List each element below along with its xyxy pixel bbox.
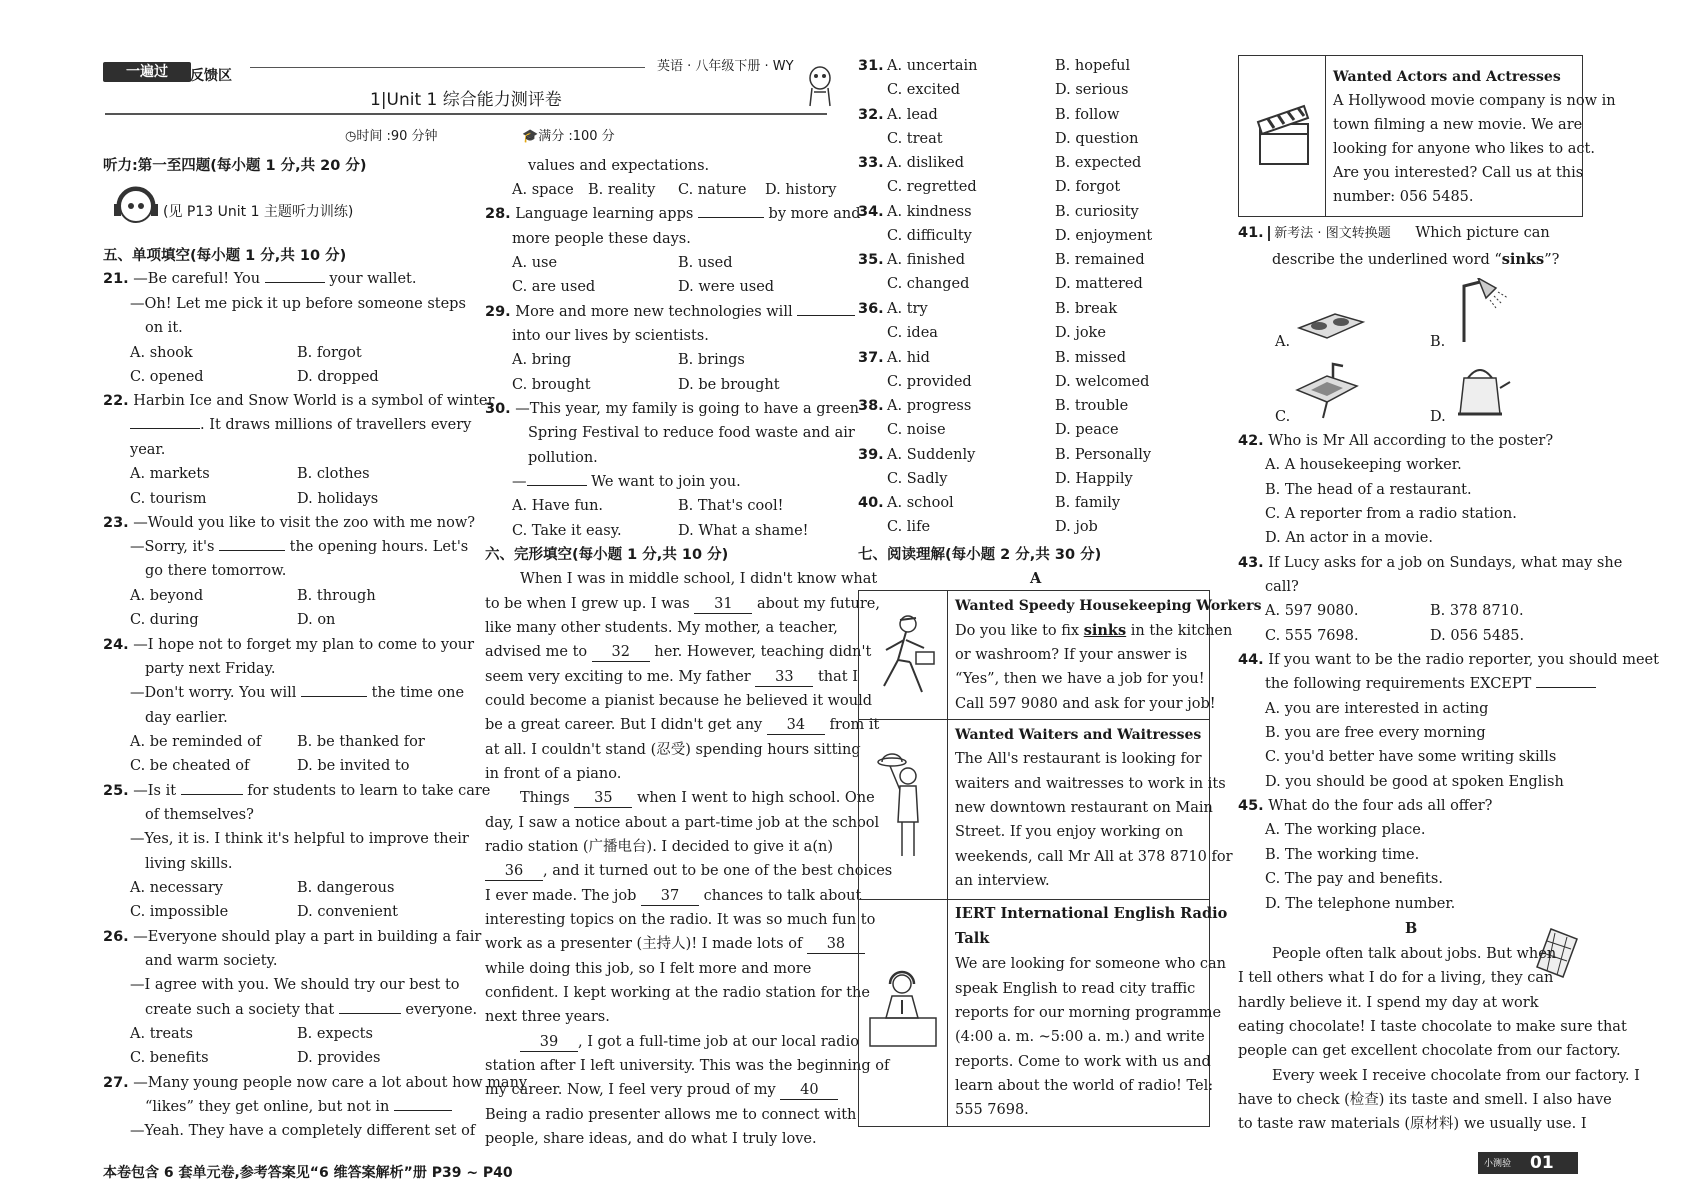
q41-option-b[interactable]: B. [1430,334,1446,350]
ad2-line6: an interview. [955,873,1050,889]
q39-option-d[interactable]: D. Happily [1055,470,1133,487]
radio-presenter-icon [866,970,942,1050]
section5-heading: 五、单项填空(每小题 1 分,共 10 分) [103,248,347,264]
cloze-line-24: people, share ideas, and do what I truly love. [485,1131,817,1147]
q32-option-c[interactable]: C. treat [887,130,943,147]
subject-label: 英语 · 八年级下册 · WY [657,59,794,74]
q34-option-b[interactable]: B. curiosity [1055,203,1139,220]
q25-line3: —Yes, it is. I think it's helpful to improve their [130,831,469,847]
exam-time: ◷时间 :90 分钟 [345,129,438,144]
cloze-line-14: I ever made. The job 37 chances to talk about [485,888,862,904]
part-b-line5: people can get excellent chocolate from our factory. [1238,1043,1621,1059]
cloze-line-16: work as a presenter (主持人)! I made lots of 38 [485,935,865,954]
q35-option-a[interactable]: A. finished [887,252,965,269]
q41-option-a[interactable]: A. [1275,334,1291,350]
q27-option-c[interactable]: C. nature [678,182,747,198]
q25-option-b[interactable]: B. dangerous [297,880,395,896]
q41-option-c[interactable]: C. [1275,409,1291,425]
q42-option-b[interactable]: B. The head of a restaurant. [1265,482,1472,498]
q27-line2: “likes” they get online, but not in [145,1098,452,1116]
q25-option-a[interactable]: A. necessary [130,880,223,896]
new-question-type-tag: 新考法 · 图文转换题 [1268,226,1390,241]
underlined-word-sinks: sinks [1083,622,1127,639]
q30-option-a[interactable]: A. Have fun. [512,498,604,514]
q32-option-d[interactable]: D. question [1055,130,1139,147]
header-rule-bottom [105,113,827,115]
q32-option-a[interactable]: A. lead [887,106,938,123]
q24-line2: party next Friday. [145,661,276,677]
q22-line3: year. [130,442,166,458]
q42-option-c[interactable]: C. A reporter from a radio station. [1265,506,1517,522]
cloze-line-19: next three years. [485,1009,610,1025]
q44-option-c[interactable]: C. you'd better have some writing skills [1265,749,1557,765]
q31-option-b[interactable]: B. hopeful [1055,58,1131,74]
q33-option-d[interactable]: D. forgot [1055,179,1121,196]
cloze-line-15: interesting topics on the radio. It was so much fun to [485,912,876,928]
q35-option-c[interactable]: C. changed [887,276,970,293]
q29-option-d[interactable]: D. be brought [678,377,780,393]
ad3-line1: We are looking for someone who can [955,956,1227,972]
q23-line2: —Sorry, it's the opening hours. Let's [130,539,469,555]
ad3-title-line2: Talk [955,930,990,947]
q24-option-a[interactable]: A. be reminded of [130,734,262,750]
q34-option-c[interactable]: C. difficulty [887,227,972,244]
q43-option-c[interactable]: C. 555 7698. [1265,628,1359,644]
ad4-line5: number: 056 5485. [1333,189,1474,205]
q21-option-c[interactable]: C. opened [130,369,204,385]
q21-line2: —Oh! Let me pick it up before someone steps [130,296,466,312]
ad1-line1: Do you like to fix sinks in the kitchen [955,622,1233,639]
cloze-line-4: advised me to 32 her. However, teaching didn't [485,644,872,660]
q23-option-c[interactable]: C. during [130,612,199,628]
q31-option-c[interactable]: C. excited [887,82,961,98]
ad1-line4: Call 597 9080 and ask for your job! [955,696,1216,712]
ad2-line2: waiters and waitresses to work in its [955,776,1226,792]
cloze-line-10: Things 35 when I went to high school. One [520,790,875,806]
q34-number: 34. [858,203,884,220]
cloze-line-22: my career. Now, I feel very proud of my 40 [485,1081,838,1100]
q43-option-b[interactable]: B. 378 8710. [1430,603,1524,619]
cloze-line-17: while doing this job, so I felt more and more [485,961,812,977]
listening-heading: 听力:第一至四题(每小题 1 分,共 20 分) [103,158,367,174]
q33-number: 33. [858,155,884,172]
q30-line1: 30. —This year, my family is going to have a green [485,401,859,417]
ad1-title: Wanted Speedy Housekeeping Workers [955,598,1262,614]
ad2-line5: weekends, call Mr All at 378 8710 for [955,849,1233,865]
q36-option-b[interactable]: B. break [1055,301,1118,317]
q37-option-d[interactable]: D. welcomed [1055,373,1150,390]
q37-option-b[interactable]: B. missed [1055,349,1127,366]
q36-option-a[interactable]: A. try [887,301,928,317]
page-badge-caption: 小测验 [1484,1159,1512,1169]
q26-option-a[interactable]: A. treats [130,1026,193,1042]
q26-line3: —I agree with you. We should try our best to [130,977,460,993]
q37-option-a[interactable]: A. hid [887,349,930,366]
ad3-line7: 555 7698. [955,1102,1029,1118]
q29-option-b[interactable]: B. brings [678,352,745,368]
q40-option-b[interactable]: B. family [1055,495,1121,512]
ad4-line2: town filming a new movie. We are [1333,117,1583,133]
q23-line3: go there tomorrow. [145,563,287,579]
cloze-line-23: Being a radio presenter allows me to connect with [485,1107,857,1123]
q26-line1: 26. —Everyone should play a part in building a fair [103,929,482,945]
q39-option-c[interactable]: C. Sadly [887,470,948,487]
q43-question-line2: call? [1265,579,1299,595]
q32-option-b[interactable]: B. follow [1055,106,1120,123]
ad3-line3: reports for our morning programme [955,1005,1222,1021]
q27-option-b[interactable]: B. reality [588,182,656,198]
ads-row-separator-1 [859,719,1209,720]
q44-option-a[interactable]: A. you are interested in acting [1265,701,1489,717]
part-b-line6: Every week I receive chocolate from our factory. I [1272,1068,1640,1084]
ad4-line1: A Hollywood movie company is now in [1333,93,1616,109]
runner-with-toolbox-icon [868,612,940,702]
q29-option-a[interactable]: A. bring [512,352,572,368]
q44-question-line2: the following requirements EXCEPT [1265,675,1596,693]
q45-option-c[interactable]: C. The pay and benefits. [1265,871,1443,887]
cloze-line-5: seem very exciting to me. My father 33 that I [485,669,858,685]
q30-option-c[interactable]: C. Take it easy. [512,523,622,539]
q27-line4: values and expectations. [528,158,710,174]
q26-option-c[interactable]: C. benefits [130,1050,209,1066]
cloze-line-8: at all. I couldn't stand (忍受) spending hours sitting [485,742,861,758]
q38-option-c[interactable]: C. noise [887,422,946,439]
q33-option-b[interactable]: B. expected [1055,155,1142,172]
q38-option-d[interactable]: D. peace [1055,422,1119,439]
ad4-title: Wanted Actors and Actresses [1333,69,1561,85]
q28-option-a[interactable]: A. use [512,255,558,271]
q43-question-line1: 43. If Lucy asks for a job on Sundays, what may she [1238,555,1623,571]
q36-number: 36. [858,301,884,317]
part-b-line3: hardly believe it. I spend my day at work [1238,995,1539,1011]
feedback-zone-label: 反馈区 [190,68,232,84]
ad3-title-line1: IERT International English Radio [955,905,1228,922]
q42-option-a[interactable]: A. A housekeeping worker. [1265,457,1462,473]
stove-icon[interactable] [1295,308,1367,344]
q42-question: 42. Who is Mr All according to the poster? [1238,433,1554,449]
ad2-line4: Street. If you enjoy working on [955,824,1184,840]
q39-number: 39. [858,446,884,463]
cloze-line-1: When I was in middle school, I didn't know what [520,571,878,587]
mascot-icon [802,62,838,110]
waiter-icon [874,752,934,862]
ad3-line2: speak English to read city traffic [955,981,1196,997]
q27-line1: 27. —Many young people now care a lot about how many [103,1075,528,1091]
q22-option-b[interactable]: B. clothes [297,466,370,482]
cloze-line-6: could become a pianist because he believed it would [485,693,873,709]
q40-option-c[interactable]: C. life [887,519,931,536]
q23-option-b[interactable]: B. through [297,588,376,604]
q29-line1: 29. More and more new technologies will [485,303,855,321]
q25-line2: of themselves? [145,807,254,823]
page-title: 1|Unit 1 综合能力测评卷 [370,90,562,110]
q35-option-b[interactable]: B. remained [1055,252,1145,269]
headphone-mascot-icon [110,180,162,232]
q39-option-b[interactable]: B. Personally [1055,446,1152,463]
q24-option-b[interactable]: B. be thanked for [297,734,425,750]
q41-option-d[interactable]: D. [1430,409,1446,425]
q33-option-a[interactable]: A. disliked [887,155,964,172]
part-b-label: B [1405,920,1418,937]
cloze-line-11: day, I saw a notice about a part-time job at the school [485,815,880,831]
q31-option-a[interactable]: A. uncertain [887,58,978,74]
q28-option-d[interactable]: D. were used [678,279,775,295]
q31-number: 31. [858,58,884,74]
q45-option-d[interactable]: D. The telephone number. [1265,896,1456,912]
q25-line1: 25. —Is it for students to learn to take care [103,783,491,799]
q34-option-d[interactable]: D. enjoyment [1055,227,1153,244]
ad4-line3: looking for anyone who likes to act. [1333,141,1595,157]
ad4-divider [1325,56,1326,216]
exam-score: 🎓满分 :100 分 [522,129,615,144]
q24-line4: day earlier. [145,710,228,726]
q30-option-d[interactable]: D. What a shame! [678,523,809,539]
ads-table-divider [947,591,948,1126]
q26-option-d[interactable]: D. provides [297,1050,381,1066]
q27-option-a[interactable]: A. space [512,182,574,198]
cloze-line-7: be a great career. But I didn't get any 34 from it [485,717,880,733]
q33-option-c[interactable]: C. regretted [887,179,977,196]
ad2-line1: The All's restaurant is looking for [955,751,1202,767]
q30-line3: pollution. [528,450,598,466]
q39-option-a[interactable]: A. Suddenly [887,446,976,463]
q41-line2: describe the underlined word “sinks”? [1272,251,1560,268]
q36-option-c[interactable]: C. idea [887,325,938,341]
q45-question: 45. What do the four ads all offer? [1238,798,1493,814]
q44-option-b[interactable]: B. you are free every morning [1265,725,1486,741]
q24-line1: 24. —I hope not to forget my plan to come to your [103,637,475,653]
ad3-line5: reports. Come to work with us and [955,1054,1211,1070]
q22-line1: 22. Harbin Ice and Snow World is a symbol of winter [103,393,495,409]
q37-number: 37. [858,349,884,366]
q37-option-c[interactable]: C. provided [887,373,972,390]
q25-option-d[interactable]: D. convenient [297,904,399,920]
q38-option-b[interactable]: B. trouble [1055,398,1129,415]
q22-option-a[interactable]: A. markets [130,466,210,482]
kettle-icon[interactable] [1452,358,1514,418]
cloze-line-20: 39 , I got a full-time job at our local radio [520,1033,859,1052]
part-b-line2: I tell others what I do for a living, they can [1238,970,1554,986]
q29-option-c[interactable]: C. brought [512,377,591,393]
cloze-line-13: 36 , and it turned out to be one of the best choices [485,862,892,881]
q23-option-d[interactable]: D. on [297,612,336,628]
q22-option-d[interactable]: D. holidays [297,491,379,507]
q28-line1: 28. Language learning apps by more and [485,206,861,222]
ad4-line4: Are you interested? Call us at this [1333,165,1584,181]
q45-option-b[interactable]: B. The working time. [1265,847,1420,863]
q21-line3: on it. [145,320,183,336]
q23-option-a[interactable]: A. beyond [130,588,204,604]
q45-option-a[interactable]: A. The working place. [1265,822,1426,838]
q44-option-d[interactable]: D. you should be good at spoken English [1265,774,1564,790]
q28-option-c[interactable]: C. are used [512,279,596,295]
listening-note: (见 P13 Unit 1 主题听力训练) [163,204,354,220]
cloze-line-21: station after I left university. This was the beginning of [485,1058,890,1074]
q26-line2: and warm society. [145,953,278,969]
q24-option-c[interactable]: C. be cheated of [130,758,250,774]
cloze-line-2: to be when I grew up. I was 31 about my future, [485,596,880,612]
q38-option-a[interactable]: A. progress [887,398,972,415]
q26-option-b[interactable]: B. expects [297,1026,373,1042]
q36-option-d[interactable]: D. joke [1055,325,1106,341]
cloze-line-9: in front of a piano. [485,766,622,782]
q40-number: 40. [858,495,884,512]
section6-heading: 六、完形填空(每小题 1 分,共 10 分) [485,547,729,563]
cloze-line-3: like many other students. My mother, a teacher, [485,620,838,636]
q35-option-d[interactable]: D. mattered [1055,276,1143,293]
q34-option-a[interactable]: A. kindness [887,203,972,220]
q30-option-b[interactable]: B. That's cool! [678,498,784,514]
cloze-line-18: confident. I kept working at the radio station for the [485,985,870,1001]
header-rule-top [250,67,645,68]
cloze-line-12: radio station (广播电台). I decided to give it a(n) [485,839,833,855]
ad1-line2: or washroom? If your answer is [955,647,1188,663]
cap-icon: 🎓 [522,129,539,144]
q27-line3: —Yeah. They have a completely different set of [130,1123,476,1139]
q30-line4: — We want to join you. [512,474,741,490]
ads-row-separator-2 [859,899,1209,900]
ad3-line6: learn about the world of radio! Tel: [955,1078,1214,1094]
header-logo: 一遍过 [103,62,191,82]
q31-option-d[interactable]: D. serious [1055,82,1129,98]
q40-option-a[interactable]: A. school [887,495,954,512]
q22-option-c[interactable]: C. tourism [130,491,207,507]
kitchen-sink-icon[interactable] [1293,360,1361,420]
q25-line4: living skills. [145,856,233,872]
part-b-line4: eating chocolate! I taste chocolate to make sure that [1238,1019,1627,1035]
page-number: 01 [1530,1153,1554,1173]
q42-option-d[interactable]: D. An actor in a movie. [1265,530,1433,546]
q28-option-b[interactable]: B. used [678,255,733,271]
q28-line2: more people these days. [512,231,691,247]
q30-line2: Spring Festival to reduce food waste and air [528,425,855,441]
q24-line3: —Don't worry. You will the time one [130,685,465,701]
q27-option-d[interactable]: D. history [765,182,837,198]
footer-note: 本卷包含 6 套单元卷,参考答案见“6 维答案解析”册 P39 ~ P40 [103,1165,513,1181]
q44-question-line1: 44. If you want to be the radio reporter, you should meet [1238,652,1659,668]
q21-line1: 21. —Be careful! You your wallet. [103,271,417,287]
q43-option-a[interactable]: A. 597 9080. [1265,603,1359,619]
q29-line2: into our lives by scientists. [512,328,709,344]
q35-number: 35. [858,252,884,269]
q41-line1: 41. 新考法 · 图文转换题 Which picture can [1238,225,1550,241]
ad3-line4: (4:00 a. m. ~5:00 a. m.) and write [955,1029,1205,1045]
q23-line1: 23. —Would you like to visit the zoo with me now? [103,515,476,531]
part-b-line8: to taste raw materials (原材料) we usually use. I [1238,1116,1587,1132]
ad1-line3: “Yes”, then we have a job for you! [955,671,1205,687]
clapperboard-icon [1254,100,1314,168]
clock-icon: ◷ [345,129,357,144]
q43-option-d[interactable]: D. 056 5485. [1430,628,1525,644]
section7-heading: 七、阅读理解(每小题 2 分,共 30 分) [858,547,1102,563]
q22-line2: . It draws millions of travellers every [130,416,471,434]
shower-icon[interactable] [1450,278,1520,346]
q21-option-a[interactable]: A. shook [130,345,193,361]
q38-number: 38. [858,398,884,415]
ad2-line3: new downtown restaurant on Main [955,800,1213,816]
q24-option-d[interactable]: D. be invited to [297,758,410,774]
part-b-line1: People often talk about jobs. But when [1272,946,1557,962]
part-a-label: A [1030,570,1042,587]
q40-option-d[interactable]: D. job [1055,519,1098,536]
q21-option-b[interactable]: B. forgot [297,345,362,361]
q25-option-c[interactable]: C. impossible [130,904,229,920]
q26-line4: create such a society that everyone. [145,1002,478,1018]
page-badge [1478,1152,1578,1174]
q21-option-d[interactable]: D. dropped [297,369,379,385]
ad2-title: Wanted Waiters and Waitresses [955,727,1202,743]
part-b-line7: have to check (检查) its taste and smell. I also have [1238,1092,1612,1108]
q32-number: 32. [858,106,884,123]
